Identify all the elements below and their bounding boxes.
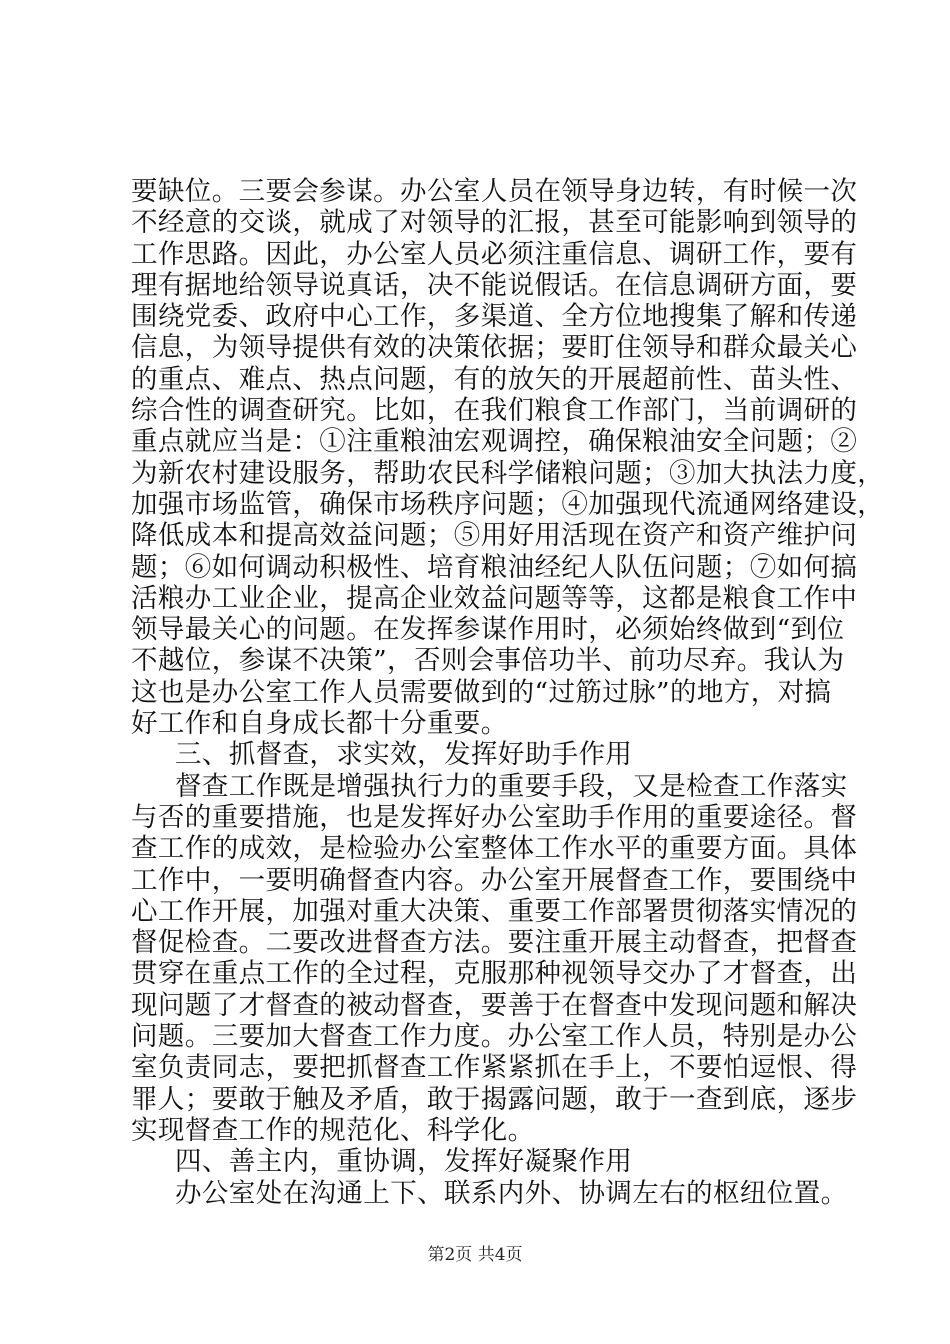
text-line: 心工作开展，加强对重大决策、重要工作部署贯彻落实情况的 — [131, 895, 858, 927]
text-line: 室负责同志，要把抓督查工作紧紧抓在手上，不要怕逗恨、得 — [131, 1052, 858, 1084]
text-line: 好工作和自身成长都十分重要。 — [131, 708, 508, 740]
text-line: 为新农村建设服务，帮助农民科学储粮问题；③加大执法力度， — [131, 457, 885, 489]
text-line: 要缺位。三要会参谋。办公室人员在领导身边转，有时候一次 — [131, 176, 858, 207]
text-line: 重点就应当是：①注重粮油宏观调控，确保粮油安全问题；② — [131, 426, 858, 458]
page-number-footer: 第2页 共4页 — [427, 1245, 523, 1265]
text-line: 现问题了才督查的被动督查，要善于在督查中发现问题和解决 — [131, 989, 858, 1021]
section-heading: 四、善主内，重协调，发挥好凝聚作用 — [175, 1146, 633, 1178]
text-line: 罪人；要敢于触及矛盾，敢于揭露问题，敢于一查到底，逐步 — [131, 1083, 858, 1115]
text-line: 的重点、难点、热点问题，有的放矢的开展超前性、苗头性、 — [131, 363, 858, 395]
text-line: 这也是办公室工作人员需要做到的“过筋过脉”的地方，对搞 — [131, 676, 832, 708]
text-line: 督促检查。二要改进督查方法。要注重开展主动督查，把督查 — [131, 927, 858, 959]
text-line: 实现督查工作的规范化、科学化。 — [131, 1114, 535, 1146]
text-line: 不越位，参谋不决策”，否则会事倍功半、前功尽弃。我认为 — [131, 645, 845, 677]
text-line: 贯穿在重点工作的全过程，克服那种视领导交办了才督查，出 — [131, 958, 858, 990]
text-line: 降低成本和提高效益问题；⑤用好用活现在资产和资产维护问 — [131, 520, 858, 552]
text-line: 工作中，一要明确督查内容。办公室开展督查工作，要围绕中 — [131, 864, 858, 896]
text-line: 督查工作既是增强执行力的重要手段，又是检查工作落实 — [175, 770, 848, 802]
text-line: 不经意的交谈，就成了对领导的汇报，甚至可能影响到领导的 — [131, 207, 858, 239]
text-line: 理有据地给领导说真话，决不能说假话。在信息调研方面，要 — [131, 269, 858, 301]
section-heading: 三、抓督查，求实效，发挥好助手作用 — [175, 739, 633, 771]
text-line: 领导最关心的问题。在发挥参谋作用时，必须始终做到“到位 — [131, 614, 845, 646]
text-line: 办公室处在沟通上下、联系内外、协调左右的枢纽位置。 — [175, 1177, 848, 1209]
text-line: 查工作的成效，是检验办公室整体工作水平的重要方面。具体 — [131, 833, 858, 865]
text-line: 题；⑥如何调动积极性、培育粮油经纪人队伍问题；⑦如何搞 — [131, 551, 858, 583]
text-line: 综合性的调查研究。比如，在我们粮食工作部门，当前调研的 — [131, 395, 858, 427]
text-line: 信息，为领导提供有效的决策依据；要盯住领导和群众最关心 — [131, 332, 858, 364]
text-line: 活粮办工业企业，提高企业效益问题等等，这都是粮食工作中 — [131, 582, 858, 614]
text-line: 与否的重要措施，也是发挥好办公室助手作用的重要途径。督 — [131, 801, 858, 833]
text-line: 问题。三要加大督查工作力度。办公室工作人员，特别是办公 — [131, 1021, 858, 1053]
document-body — [131, 176, 885, 1209]
text-line: 加强市场监管，确保市场秩序问题；④加强现代流通网络建设， — [131, 488, 885, 520]
text-line: 围绕党委、政府中心工作，多渠道、全方位地搜集了解和传递 — [131, 301, 858, 333]
text-line: 工作思路。因此，办公室人员必须注重信息、调研工作，要有 — [131, 238, 858, 270]
